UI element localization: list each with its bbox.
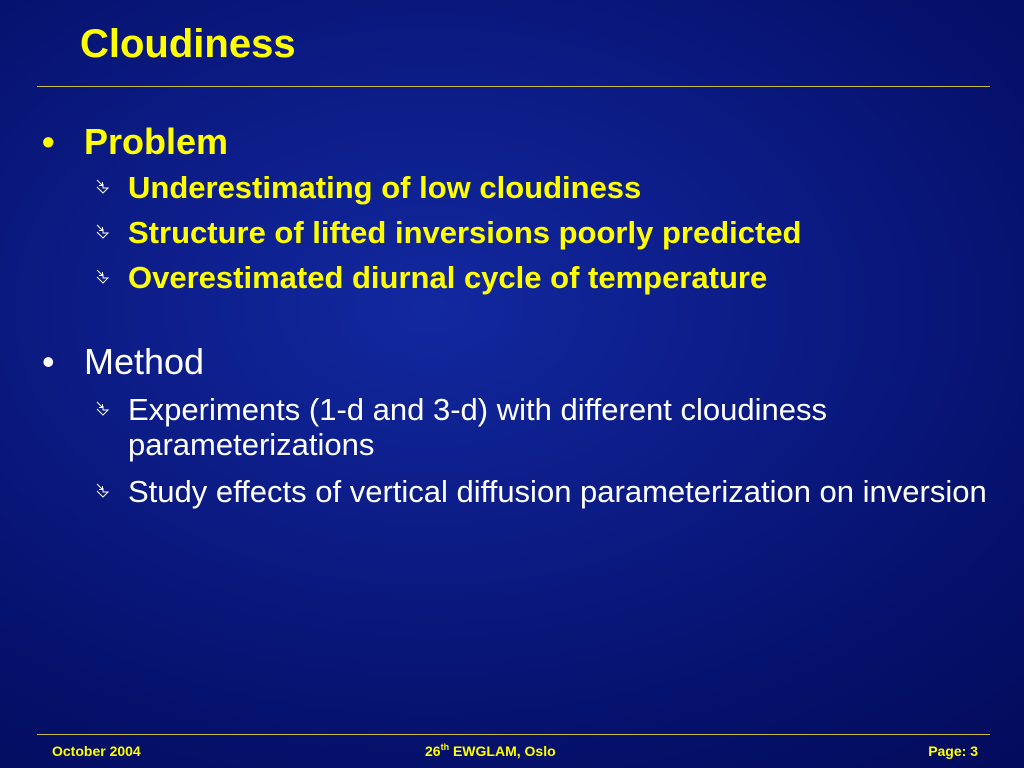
footer-event: [425, 742, 556, 760]
sub-bullet-text: Study effects of vertical diffusion parameterization on inversion: [128, 474, 987, 509]
sub-bullet-text: Overestimated diurnal cycle of temperature: [128, 260, 768, 295]
footer-event-name: EWGLAM, Oslo: [449, 743, 556, 759]
sub-bullet-text: Experiments (1-d and 3-d) with different cloudiness parameterizations: [128, 392, 827, 462]
arrow-sub-bullet-icon: [94, 178, 112, 196]
sub-bullet-text: Structure of lifted inversions poorly predicted: [128, 215, 802, 250]
slide-title: Cloudiness: [80, 22, 296, 66]
arrow-sub-bullet-icon: [94, 400, 112, 418]
sub-bullet-text: Underestimating of low cloudiness: [128, 170, 642, 205]
bullet-problem: [0, 120, 1024, 166]
bullet-heading-method: Method: [84, 341, 205, 382]
arrow-sub-bullet-icon: [94, 482, 112, 500]
bullet-dot: •: [42, 121, 55, 162]
footer-event-number: 26: [425, 743, 441, 759]
bullet-method: [0, 340, 1024, 386]
arrow-sub-bullet-icon: [94, 268, 112, 286]
title-divider: [37, 86, 990, 87]
footer-divider: [37, 734, 990, 735]
footer-event-suffix: th: [440, 742, 450, 752]
footer-date: October 2004: [52, 743, 141, 759]
bullet-dot: •: [42, 341, 55, 382]
bullet-heading-problem: Problem: [84, 121, 229, 162]
arrow-sub-bullet-icon: [94, 223, 112, 241]
footer-page-number: Page: 3: [928, 743, 978, 759]
